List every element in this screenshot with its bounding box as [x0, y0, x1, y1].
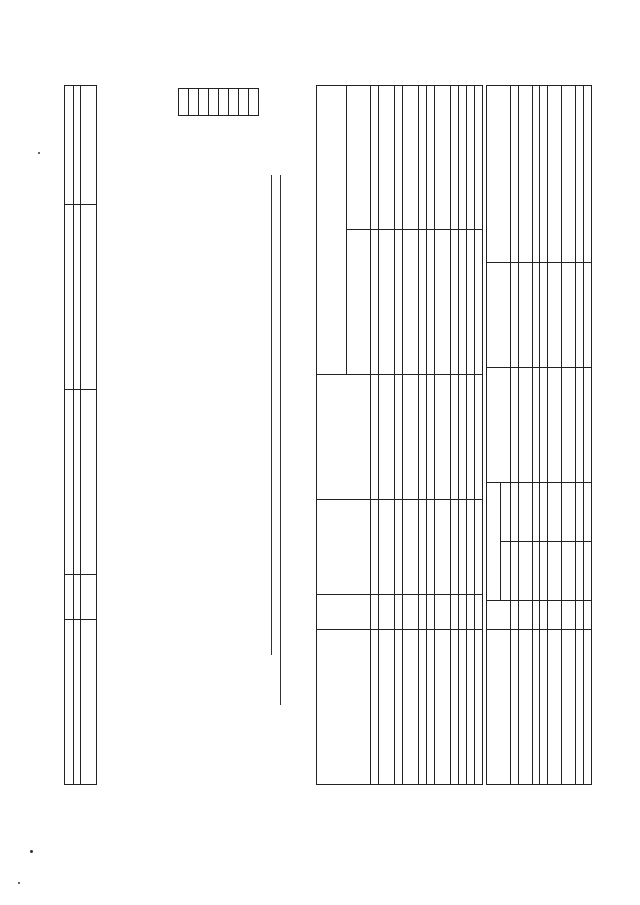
col-number — [74, 620, 81, 785]
row-code — [395, 595, 403, 630]
col-header — [487, 368, 511, 483]
col-number — [371, 375, 379, 500]
row-name — [475, 630, 483, 785]
col-header — [65, 390, 74, 575]
col-header — [501, 483, 511, 542]
distribution-table — [64, 85, 97, 785]
scan-speck — [18, 882, 20, 884]
col-header — [501, 542, 511, 601]
code-label — [229, 116, 239, 151]
row-code — [451, 595, 459, 630]
col-header — [317, 500, 371, 595]
col-header — [487, 86, 511, 263]
row-code — [576, 601, 584, 630]
col-header — [487, 483, 501, 601]
col-number — [511, 263, 519, 368]
code-label — [219, 116, 229, 151]
row-name — [427, 630, 435, 785]
col-header — [347, 230, 371, 375]
col-number — [371, 630, 379, 785]
code-value — [239, 89, 249, 116]
row-code — [467, 595, 475, 630]
row-name — [81, 620, 97, 785]
codes-box — [178, 88, 259, 150]
field-underline — [280, 175, 281, 705]
row-code — [540, 601, 548, 630]
col-header — [317, 375, 371, 500]
row-name — [419, 630, 427, 785]
table-row — [519, 86, 533, 785]
row-code — [403, 595, 419, 630]
codes-header — [179, 89, 189, 116]
col-header — [487, 263, 511, 368]
row-name — [548, 630, 562, 785]
col-header — [487, 601, 511, 630]
col-number — [74, 390, 81, 575]
scan-speck — [38, 152, 40, 154]
forecast-table — [316, 85, 483, 785]
row-code — [427, 595, 435, 630]
table-row — [475, 86, 483, 785]
code-label — [209, 116, 219, 151]
col-header — [65, 575, 74, 620]
code-value — [199, 89, 209, 116]
table-row — [379, 86, 395, 785]
table-row — [395, 86, 403, 785]
col-header — [65, 620, 74, 785]
row-name — [584, 630, 592, 785]
rotated-page-content — [160, 85, 560, 785]
code-label — [199, 116, 209, 151]
table-row — [419, 86, 427, 785]
row-code — [533, 601, 540, 630]
col-number — [371, 500, 379, 595]
row-name — [540, 630, 548, 785]
row-code — [81, 575, 97, 620]
row-code — [584, 601, 592, 630]
row-code — [548, 601, 562, 630]
table-row — [459, 86, 467, 785]
table-row — [403, 86, 419, 785]
row-name — [467, 630, 475, 785]
row-name — [533, 630, 540, 785]
row-name — [562, 630, 576, 785]
row-name — [435, 630, 451, 785]
col-number — [511, 483, 519, 542]
code-label — [239, 116, 249, 151]
table-row — [562, 86, 576, 785]
table-row — [427, 86, 435, 785]
table-row — [81, 86, 97, 785]
bottom-tables-area — [60, 85, 180, 785]
row-name — [459, 630, 467, 785]
row-name — [395, 630, 403, 785]
code-value — [229, 89, 239, 116]
row-name — [451, 630, 459, 785]
code-value — [219, 89, 229, 116]
col-header — [317, 86, 347, 375]
col-number — [511, 542, 519, 601]
col-header — [487, 630, 511, 785]
col-number — [74, 86, 81, 205]
field-underline — [271, 175, 272, 655]
table-row — [467, 86, 475, 785]
scanned-form-sheet — [160, 85, 560, 785]
col-number — [371, 230, 379, 375]
col-header — [65, 205, 74, 390]
code-value — [249, 89, 259, 116]
row-code — [519, 601, 533, 630]
scan-speck — [30, 850, 33, 853]
row-code — [475, 595, 483, 630]
code-value — [209, 89, 219, 116]
col-number — [511, 601, 519, 630]
row-name — [576, 630, 584, 785]
table-row — [548, 86, 562, 785]
col-header — [65, 86, 74, 205]
col-number — [511, 86, 519, 263]
col-number — [371, 86, 379, 231]
table-row — [584, 86, 592, 785]
row-code — [435, 595, 451, 630]
table-row — [451, 86, 459, 785]
col-number — [511, 630, 519, 785]
execution-table — [486, 85, 592, 785]
col-header — [317, 595, 371, 630]
row-code — [379, 595, 395, 630]
col-number — [74, 575, 81, 620]
code-label — [189, 116, 199, 151]
col-number — [371, 595, 379, 630]
col-number — [511, 368, 519, 483]
row-code — [459, 595, 467, 630]
table-row — [435, 86, 451, 785]
row-code — [419, 595, 427, 630]
table-row — [533, 86, 540, 785]
rotated-bottom-content — [60, 85, 180, 785]
row-code — [562, 601, 576, 630]
col-header — [347, 86, 371, 231]
row-name — [519, 630, 533, 785]
table-row — [576, 86, 584, 785]
col-header — [317, 630, 371, 785]
code-value — [189, 89, 199, 116]
row-name — [403, 630, 419, 785]
row-name — [379, 630, 395, 785]
col-number — [74, 205, 81, 390]
table-row — [540, 86, 548, 785]
code-label — [249, 116, 259, 151]
